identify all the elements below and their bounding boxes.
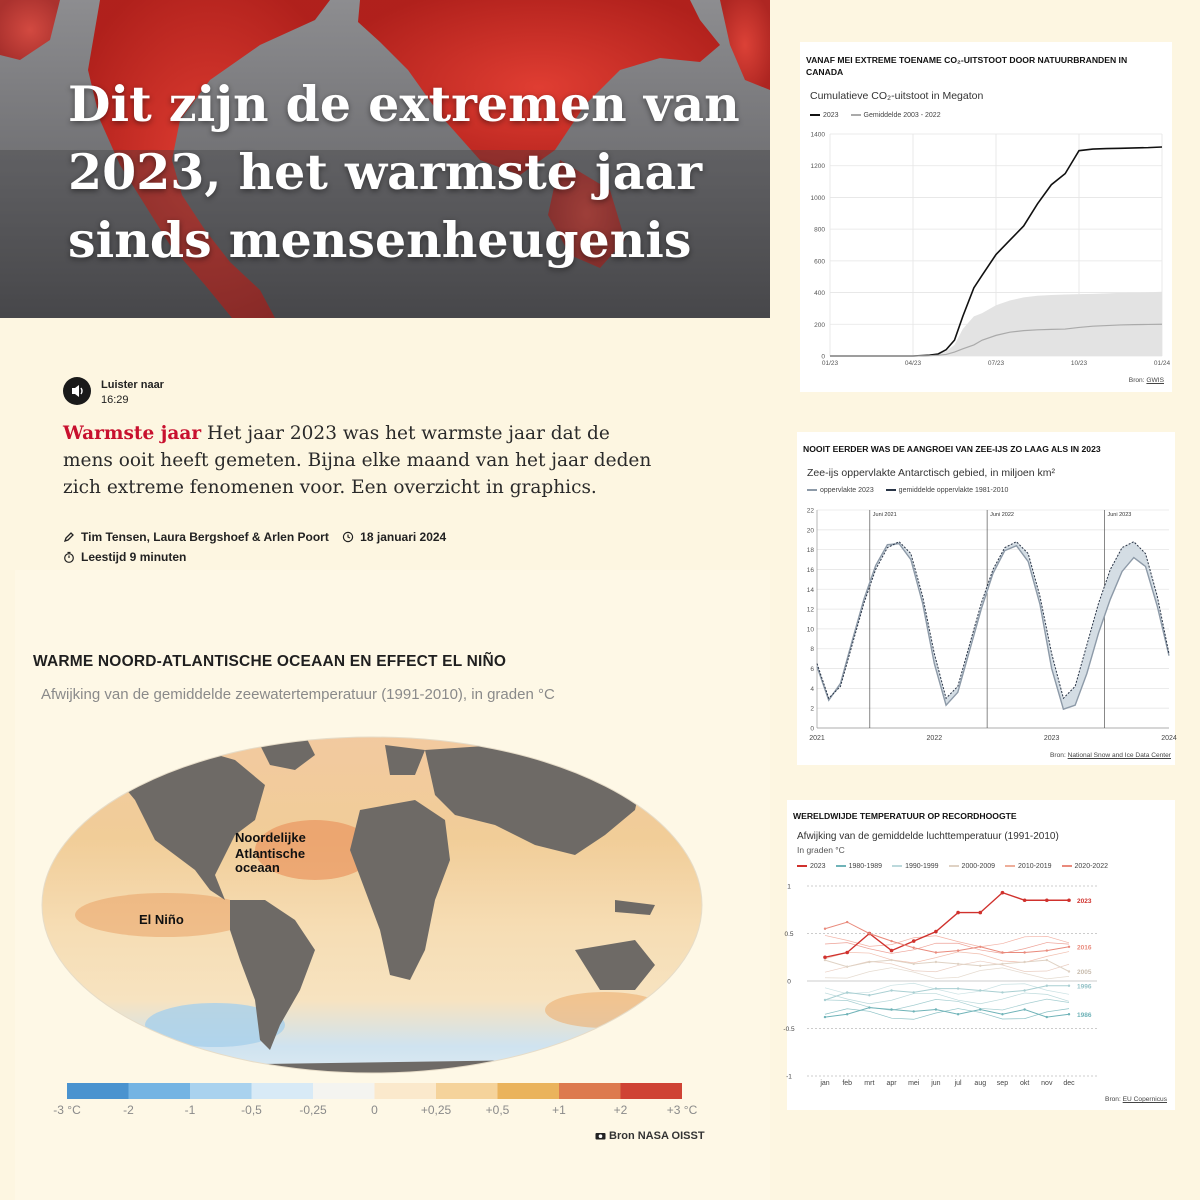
temp-y-tick: 1 [787,883,791,891]
temp-x-tick: jun [931,1080,941,1087]
temp-point-1996 [824,999,826,1001]
camera-icon [595,1131,606,1140]
temp-x-tick: okt [1019,1080,1030,1087]
ice-chart-title: NOOIT EERDER WAS DE AANGROEI VAN ZEE-IJS ZO LAAG ALS IN 2023 [803,444,1101,454]
ice-y-tick: 6 [810,666,814,674]
temp-point-1996 [868,994,870,996]
temp-point-2016 [1001,951,1003,953]
temp-end-label: 2023 [1077,897,1092,905]
temp-point-1996 [1068,985,1070,987]
temp-x-tick: mrt [864,1080,875,1087]
ice-june-label: Juni 2023 [1107,512,1132,518]
temp-point-2016 [1023,951,1025,953]
label-atlantic-3: oceaan [235,860,280,875]
ice-chart-subtitle: Zee-ijs oppervlakte Antarctisch gebied, in miljoen km² [807,467,1056,479]
temp-x-tick: apr [886,1080,897,1087]
ice-june-label: Juni 2021 [872,512,897,518]
scale-swatch [129,1083,191,1099]
temp-point-2005 [1068,970,1070,972]
temp-point-1996 [913,991,915,993]
temp-point-1986 [890,1008,892,1010]
co2-source-link[interactable]: GWIS [1146,377,1164,384]
scale-label: 0 [371,1103,378,1117]
scale-label: -3 °C [53,1103,81,1117]
ice-y-tick: 14 [806,586,814,594]
ice-y-tick: 0 [810,725,814,733]
co2-legend-2023: 2023 [810,112,839,119]
temp-point-2023 [1045,898,1049,902]
co2-x-tick: 04/23 [904,360,922,367]
temp-point-2023 [978,911,982,915]
temp-line-2023 [825,893,1069,958]
temp-point-2005 [1046,959,1048,961]
ice-chart-source [1050,752,1171,759]
co2-x-tick: 10/23 [1070,360,1088,367]
temp-legend-item: 1990-1999 [892,863,938,870]
ocean-map-graphic [15,570,770,1090]
color-scale-bar [67,1083,682,1099]
co2-x-tick: 01/23 [821,360,839,367]
temp-point-2016 [868,932,870,934]
label-atlantic-2: Atlantische [235,846,306,861]
co2-y-tick: 0 [821,353,825,361]
ice-y-tick: 10 [806,626,814,634]
co2-chart-plot [800,42,1172,392]
temp-x-tick: aug [974,1080,987,1087]
ice-y-tick: 12 [806,606,814,614]
temp-y-tick: 0.5 [784,931,794,938]
sea-ice-chart-card [797,432,1175,765]
ice-legend-average: gemiddelde oppervlakte 1981-2010 [886,487,1009,494]
temp-end-label: 1996 [1077,983,1092,991]
scale-label: -0,25 [299,1103,327,1117]
temp-y-tick: 0 [787,978,791,986]
temp-point-2005 [1001,963,1003,965]
temp-point-1996 [957,987,959,989]
temp-point-2016 [979,946,981,948]
ice-chart-plot [797,432,1175,765]
temp-point-2005 [824,959,826,961]
temp-point-1996 [979,989,981,991]
temp-point-1986 [913,1010,915,1012]
temp-background-line [825,999,1069,1010]
temp-point-1996 [846,991,848,993]
pen-icon [63,531,75,543]
scale-swatch [436,1083,498,1099]
audio-play-button[interactable] [63,377,91,405]
temp-chart-plot [783,800,1175,1110]
ice-y-tick: 18 [806,547,814,555]
air-temperature-chart-card [783,800,1175,1110]
ice-y-tick: 20 [806,527,814,535]
temp-point-1986 [1001,1013,1003,1015]
temp-end-label: 2016 [1077,944,1092,952]
ice-source-link[interactable]: National Snow and Ice Data Center [1067,752,1171,759]
scale-label: -2 [123,1103,134,1117]
temp-point-2016 [935,951,937,953]
map-source [595,1130,705,1142]
temp-point-2023 [1023,898,1027,902]
scale-label: +3 °C [666,1103,698,1117]
article-title: Dit zijn de extremen van 2023, het warmste jaar sinds mensenheugenis [68,75,740,269]
temp-end-label: 2005 [1077,969,1092,976]
scale-label: -0,5 [241,1103,262,1117]
stopwatch-icon [63,551,75,563]
ocean-temperature-map-card [15,570,770,1200]
scale-label: +0,5 [485,1103,510,1117]
temp-legend-item: 2010-2019 [1005,863,1051,870]
temp-point-2016 [890,940,892,942]
authors[interactable]: Tim Tensen, Laura Bergshoef & Arlen Poort [81,530,329,544]
co2-y-tick: 800 [814,226,825,234]
temp-point-2016 [1068,946,1070,948]
temp-y-tick: -0.5 [783,1026,795,1033]
temp-x-tick: mei [908,1080,920,1087]
temp-point-2005 [846,966,848,968]
temp-legend-item: 2020-2022 [1062,863,1108,870]
hero-banner [0,0,770,318]
temp-point-1996 [890,989,892,991]
temp-point-2023 [912,939,916,943]
temp-point-2005 [935,961,937,963]
scale-swatch [621,1083,683,1099]
temp-x-tick: jul [954,1080,962,1087]
temp-chart-subtitle-2: In graden °C [797,845,845,855]
temp-point-1986 [979,1008,981,1010]
temp-x-tick: jan [820,1080,830,1087]
temp-point-1986 [957,1013,959,1015]
temp-y-tick: -1 [786,1073,792,1081]
temp-point-1986 [1046,1016,1048,1018]
co2-x-tick: 01/24 [1153,360,1171,367]
temp-x-tick: feb [842,1080,853,1087]
temp-point-1996 [1046,985,1048,987]
co2-chart-source [1129,377,1164,384]
scale-label: +0,25 [420,1103,452,1117]
temp-x-tick: nov [1041,1080,1053,1087]
scale-swatch [252,1083,314,1099]
co2-chart-subtitle: Cumulatieve CO₂-uitstoot in Megaton [810,90,984,102]
temp-point-1986 [1068,1013,1070,1015]
scale-swatch [67,1083,129,1099]
temp-line-2016 [825,922,1069,952]
temp-x-tick: dec [1063,1080,1075,1087]
scale-swatch [313,1083,375,1099]
temp-point-2023 [890,949,894,953]
co2-y-tick: 1000 [810,194,825,202]
temp-point-2023 [823,955,827,959]
temp-legend-item: 2000-2009 [949,863,995,870]
ice-y-tick: 22 [806,507,814,515]
right-column [770,0,1200,1200]
co2-y-tick: 1200 [810,163,825,171]
temp-legend-item: 2023 [797,863,826,870]
co2-y-tick: 200 [814,321,825,329]
co2-y-tick: 1400 [810,131,825,139]
ice-x-tick: 2024 [1161,735,1177,742]
reading-time: Leestijd 9 minuten [81,550,187,564]
scale-swatch [498,1083,560,1099]
scale-label: -1 [184,1103,196,1117]
temp-chart-source [1105,1096,1167,1103]
scale-label: +2 [613,1103,628,1117]
publish-date: 18 januari 2024 [360,530,447,544]
co2-chart-title: VANAF MEI EXTREME TOENAME CO₂-UITSTOOT DOOR NATUURBRANDEN IN CANADA [806,55,1128,77]
label-atlantic-1: Noordelijke [235,830,306,845]
temp-chart-subtitle: Afwijking van de gemiddelde luchttemperatuur (1991-2010) [797,831,1059,842]
ice-y-tick: 8 [810,646,814,654]
scale-swatch [190,1083,252,1099]
temp-point-2005 [868,961,870,963]
temp-point-2023 [934,930,938,934]
ice-y-tick: 16 [806,566,814,574]
temp-background-line [825,935,1069,946]
temp-point-1986 [1023,1008,1025,1010]
temp-x-tick: sep [996,1080,1009,1087]
scale-swatch [375,1083,437,1099]
co2-x-tick: 07/23 [987,360,1005,367]
scale-label: +1 [552,1103,566,1117]
ice-x-tick: 2022 [926,735,943,742]
temp-point-1986 [935,1008,937,1010]
temp-chart-title: WERELDWIJDE TEMPERATUUR OP RECORDHOOGTE [793,811,1017,821]
clock-icon [342,531,354,543]
co2-y-tick: 400 [814,290,825,298]
temp-source-link[interactable]: EU Copernicus [1122,1096,1167,1103]
temp-point-1996 [1023,989,1025,991]
temp-point-2023 [1001,891,1005,895]
temp-point-2005 [957,963,959,965]
listen-label: Luister naar [101,379,164,391]
ice-x-tick: 2023 [1043,735,1060,742]
temp-point-1986 [846,1013,848,1015]
temp-point-2016 [846,921,848,923]
temp-point-2005 [1023,961,1025,963]
label-elnino: El Niño [139,912,184,927]
temp-legend-item: 1980-1989 [836,863,882,870]
intro-text: Het jaar 2023 was het warmste jaar dat de mens ooit heeft gemeten. Bijna elke maand van het jaar deden zich extreme fenomenen voor. Een overzicht in graphics. [63,423,652,498]
ice-legend-2023: oppervlakte 2023 [807,487,874,494]
map-source-text: Bron NASA OISST [609,1130,705,1142]
temp-point-2005 [913,963,915,965]
map-title: WARME NOORD-ATLANTISCHE OCEAAN EN EFFECT EL NIÑO [33,653,507,670]
co2-y-tick: 600 [814,258,825,266]
ice-x-tick: 2021 [809,735,825,742]
temp-point-2016 [913,947,915,949]
intro-kicker: Warmste jaar [63,423,202,444]
ice-y-tick: 2 [810,705,814,713]
temp-point-2023 [956,911,960,915]
temp-point-2016 [1046,949,1048,951]
co2-source-prefix: Bron: [1128,377,1145,384]
temp-point-2016 [957,949,959,951]
co2-chart-card [800,42,1172,392]
temp-point-2005 [890,959,892,961]
temp-point-1996 [1001,991,1003,993]
temp-point-2016 [824,928,826,930]
scale-swatch [559,1083,621,1099]
temp-source-prefix: Bron: [1105,1096,1121,1103]
temp-point-2005 [979,965,981,967]
map-subtitle: Afwijking van de gemiddelde zeewatertemperatuur (1991-2010), in graden °C [41,686,555,703]
ice-source-prefix: Bron: [1050,752,1066,759]
temp-point-1986 [868,1006,870,1008]
ice-june-label: Juni 2022 [990,512,1014,518]
speaker-icon [63,377,91,405]
temp-point-2023 [845,951,849,955]
temp-point-2023 [1067,898,1071,902]
article-intro [63,420,663,501]
ice-y-tick: 4 [810,685,814,693]
temp-line-2005 [825,960,1069,971]
temp-background-line [825,968,1069,979]
temp-line-1986 [825,1008,1069,1018]
temp-end-label: 1986 [1077,1011,1092,1019]
temp-point-1986 [824,1016,826,1018]
temp-point-1996 [935,987,937,989]
listen-duration: 16:29 [101,394,129,406]
co2-legend-average: Gemiddelde 2003 - 2022 [851,112,941,119]
